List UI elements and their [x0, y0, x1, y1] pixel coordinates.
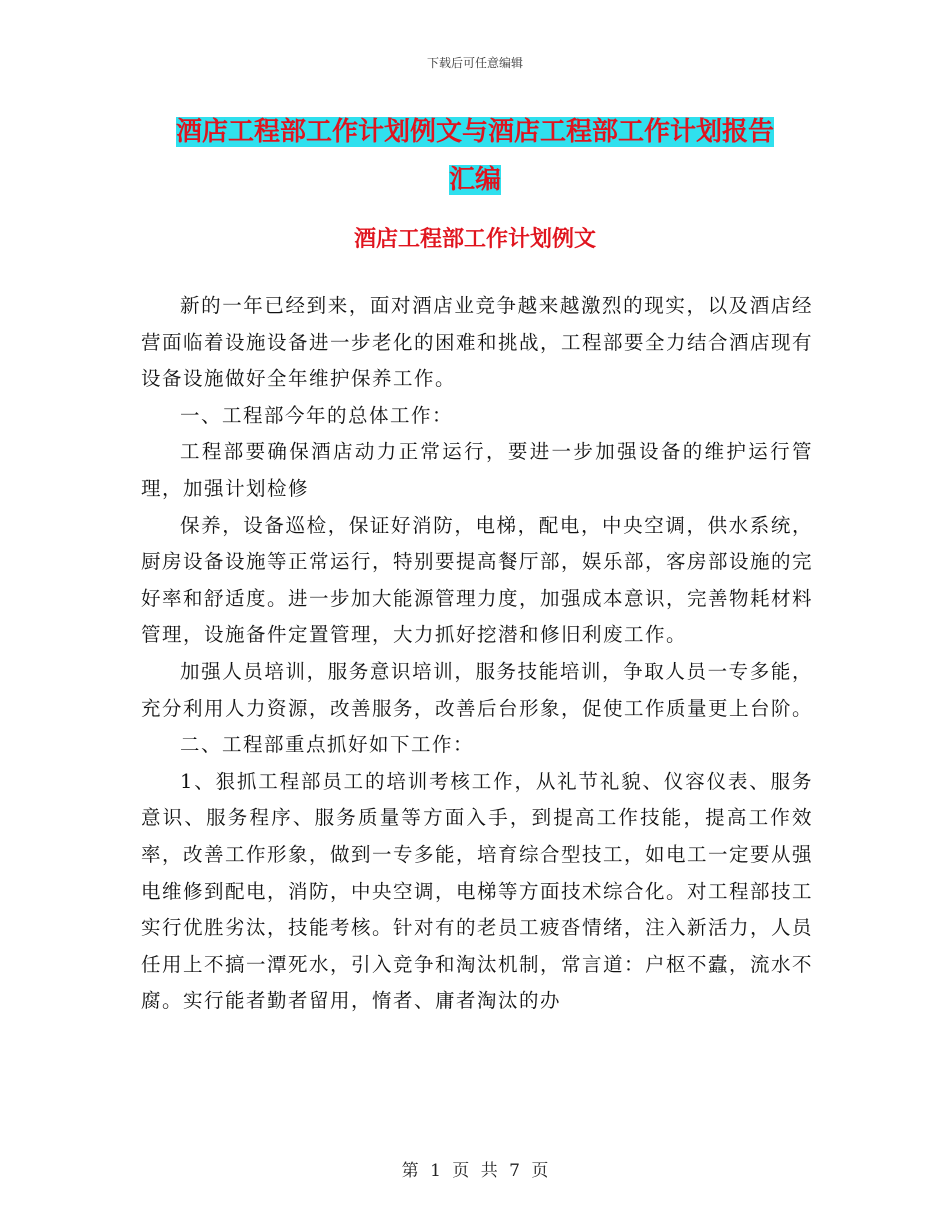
document-title-line-2: 汇编 [448, 165, 501, 195]
document-title [150, 108, 800, 204]
section-title: 酒店工程部工作计划例文 [353, 227, 596, 252]
heading-part-two: 二、工程部重点抓好如下工作： [180, 733, 475, 757]
document-body [141, 288, 813, 1020]
paragraph: 工程部要确保酒店动力正常运行，要进一步加强设备的维护运行管理，加强计划检修 [141, 440, 813, 500]
paragraph: 保养，设备巡检，保证好消防，电梯，配电，中央空调，供水系统，厨房设备设施等正常运行，特别要提高餐厅部，娱乐部，客房部设施的完好率和舒适度。进一步加大能源管理力度，加强成本意识，完善物耗材料管理，设施备件定置管理，大力抓好挖潜和修旧利废工作。 [141, 513, 814, 647]
document-title-line-1: 酒店工程部工作计划例文与酒店工程部工作计划报告 [175, 117, 774, 147]
paragraph-intro: 新的一年已经到来，面对酒店业竞争越来越激烈的现实，以及酒店经营面临着设施设备进一步老化的困难和挑战，工程部要全力结合酒店现有设备设施做好全年维护保养工作。 [141, 294, 814, 391]
page-footer: 第 1 页 共 7 页 [401, 1161, 549, 1181]
page-header-note: 下载后可任意编辑 [426, 56, 523, 70]
paragraph: 1、狠抓工程部员工的培训考核工作，从礼节礼貌、仪容仪表、服务意识、服务程序、服务质量等方面入手，到提高工作技能，提高工作效率，改善工作形象，做到一专多能，培育综合型技工，如电工一定要从强电维修到配电，消防，中央空调，电梯等方面技术综合化。对工程部技工实行优胜劣汰，技能考核。针对有的老员工疲沓情绪，注入新活力，人员任用上不搞一潭死水，引入竞争和淘汰机制，常言道：户枢不蠹，流水不腐。实行能者勤者留用，惰者、庸者淘汰的办 [141, 769, 814, 1013]
heading-part-one: 一、工程部今年的总体工作： [180, 403, 454, 427]
paragraph: 加强人员培训，服务意识培训，服务技能培训，争取人员一专多能，充分利用人力资源，改善服务，改善后台形象，促使工作质量更上台阶。 [141, 659, 814, 720]
